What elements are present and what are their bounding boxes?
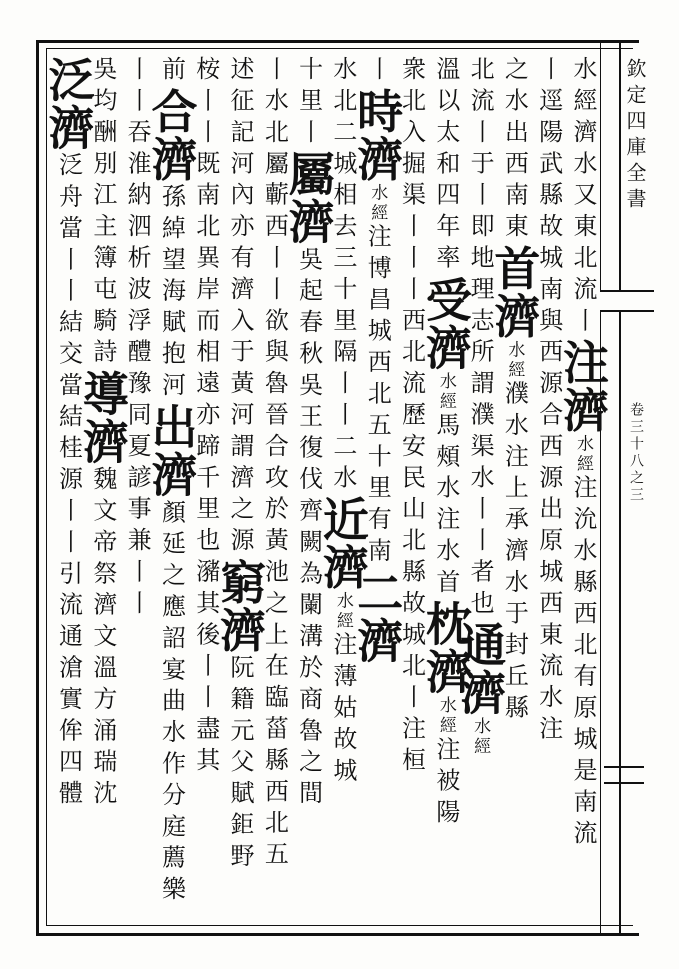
text-run: 丨西北流歷安民山北 xyxy=(397,275,426,559)
text-run: 注被陽 xyxy=(431,736,460,831)
text-column xyxy=(41,56,96,916)
headword: 泛 xyxy=(41,56,96,104)
text-run: 述征記河內亦有濟入于黃河謂濟之源 xyxy=(226,56,255,559)
text-column xyxy=(213,56,268,916)
volume-label: 卷三十八之三 xyxy=(628,402,644,504)
text-run: 水 xyxy=(328,56,357,88)
text-column xyxy=(418,56,473,916)
text-run: 注博昌城西北五十里有南 xyxy=(363,223,392,569)
headword: 首 xyxy=(487,244,542,293)
text-run: 濮水注上承濟水于封丘縣 xyxy=(500,380,529,726)
text-run: 前 xyxy=(157,56,186,88)
headword: 濟 xyxy=(418,648,473,697)
headword: 窮 xyxy=(213,558,268,607)
headword: 濟 xyxy=(453,669,508,718)
text-run: 丨逕陽武縣故城南 xyxy=(534,56,563,308)
headword: 濟 xyxy=(418,323,473,372)
text-run: 馬頰水注水首 xyxy=(431,411,460,601)
text-column xyxy=(453,56,508,916)
text-run: 水經 xyxy=(504,340,525,381)
headword: 濟 xyxy=(213,606,268,655)
text-run: 丨水 xyxy=(260,56,289,119)
text-run: 水經 xyxy=(573,434,593,475)
headword: 濟 xyxy=(144,451,199,500)
headword: 注 xyxy=(556,338,610,387)
text-run: 阮籍元父賦鉅野 xyxy=(226,654,255,875)
text-column xyxy=(556,56,610,916)
text-column xyxy=(350,56,405,916)
text-run: 水經 xyxy=(435,371,456,412)
text-run: 吳起春秋吳王復伐齊闕為闌溝於商魯之間 xyxy=(294,246,323,812)
text-column xyxy=(315,56,370,916)
text-run: 析波浮醴豫同夏諺事兼丨丨 xyxy=(123,244,152,622)
text-run: 孫綽望海賦抱河 xyxy=(157,183,186,404)
text-run: 與西源合西源出原城西東流水注 xyxy=(534,307,563,747)
text-column xyxy=(531,56,565,916)
text-run: 吳均酬別江主簿屯騎詩 xyxy=(88,56,117,370)
headword: 近 xyxy=(315,495,370,544)
text-run: 泛舟當丨丨結交當結桂 xyxy=(54,152,83,466)
text-run: 桉丨丨既南北異岸而相遠亦蹄千里也 xyxy=(191,56,220,559)
text-column xyxy=(144,56,199,916)
headword: 濟 xyxy=(315,543,370,592)
headword: 時 xyxy=(350,87,405,136)
headword: 合 xyxy=(144,87,199,136)
text-run: 十里丨 xyxy=(294,56,323,151)
text-run: 瀦其後丨丨盡其 xyxy=(191,558,220,779)
text-run: 魏文帝祭濟文溫方涌瑞沈 xyxy=(88,466,117,812)
page-edge-strip xyxy=(600,40,621,933)
text-run: 丨 xyxy=(569,307,597,339)
text-run: 在臨菑縣西北五 xyxy=(260,652,289,873)
text-run: 北屬蘄西丨丨欲與魯晉合攻於黃池之上 xyxy=(260,118,289,653)
text-run: 源丨丨引流通滄實侔四體 xyxy=(54,466,83,812)
text-run: 衆北入掘渠丨丨 xyxy=(397,56,426,276)
fishtail-mark-top xyxy=(600,290,654,312)
headword: 二 xyxy=(350,568,405,617)
text-column xyxy=(487,56,542,916)
text-run: 即地理志所謂濮渠水丨丨者也 xyxy=(466,213,495,622)
headword: 出 xyxy=(144,403,199,452)
text-run: 縣故城北丨 xyxy=(397,558,426,716)
running-head: 欽定四庫全書 xyxy=(623,58,647,214)
text-run: 溫以太和四年率 xyxy=(431,56,460,276)
headword: 濟 xyxy=(350,135,405,184)
text-run: 丨丨吞淮納泗 xyxy=(123,56,152,245)
text-run: 水經濟水又東北流 xyxy=(569,56,597,308)
headword: 受 xyxy=(418,275,473,324)
text-run: 注沇水縣西北有原城是南流 xyxy=(569,474,597,852)
headword: 濟 xyxy=(75,418,130,466)
text-run: 水經 xyxy=(470,717,491,758)
text-run: 注桓 xyxy=(397,715,426,779)
text-run: 水經 xyxy=(435,696,456,737)
headword: 屬 xyxy=(281,150,336,199)
text-run: 之水出西南東 xyxy=(500,56,529,245)
headword: 導 xyxy=(75,370,130,418)
text-run: 北二城相去三十里隔丨丨二水 xyxy=(328,87,357,496)
text-column xyxy=(281,56,336,916)
text-run: 丨 xyxy=(363,56,392,88)
headword: 通 xyxy=(453,621,508,670)
text-run: 注薄姑故城 xyxy=(328,631,357,789)
text-column xyxy=(188,56,222,916)
headword: 濟 xyxy=(41,104,96,152)
headword: 濟 xyxy=(556,386,610,435)
text-run: 水經 xyxy=(332,591,353,632)
text-run: 水經 xyxy=(367,183,388,224)
headword: 濟 xyxy=(487,292,542,341)
text-run: 顏延之應詔宴曲水作分庭薦樂 xyxy=(157,499,186,908)
text-column xyxy=(75,56,130,916)
headword: 枕 xyxy=(418,600,473,649)
headword: 濟 xyxy=(281,198,336,247)
text-column xyxy=(394,56,428,916)
text-columns xyxy=(41,56,610,916)
text-run: 北流丨于丨 xyxy=(466,56,495,213)
fishtail-mark-bottom xyxy=(604,766,644,784)
headword: 濟 xyxy=(144,135,199,184)
headword: 濟 xyxy=(350,616,405,665)
